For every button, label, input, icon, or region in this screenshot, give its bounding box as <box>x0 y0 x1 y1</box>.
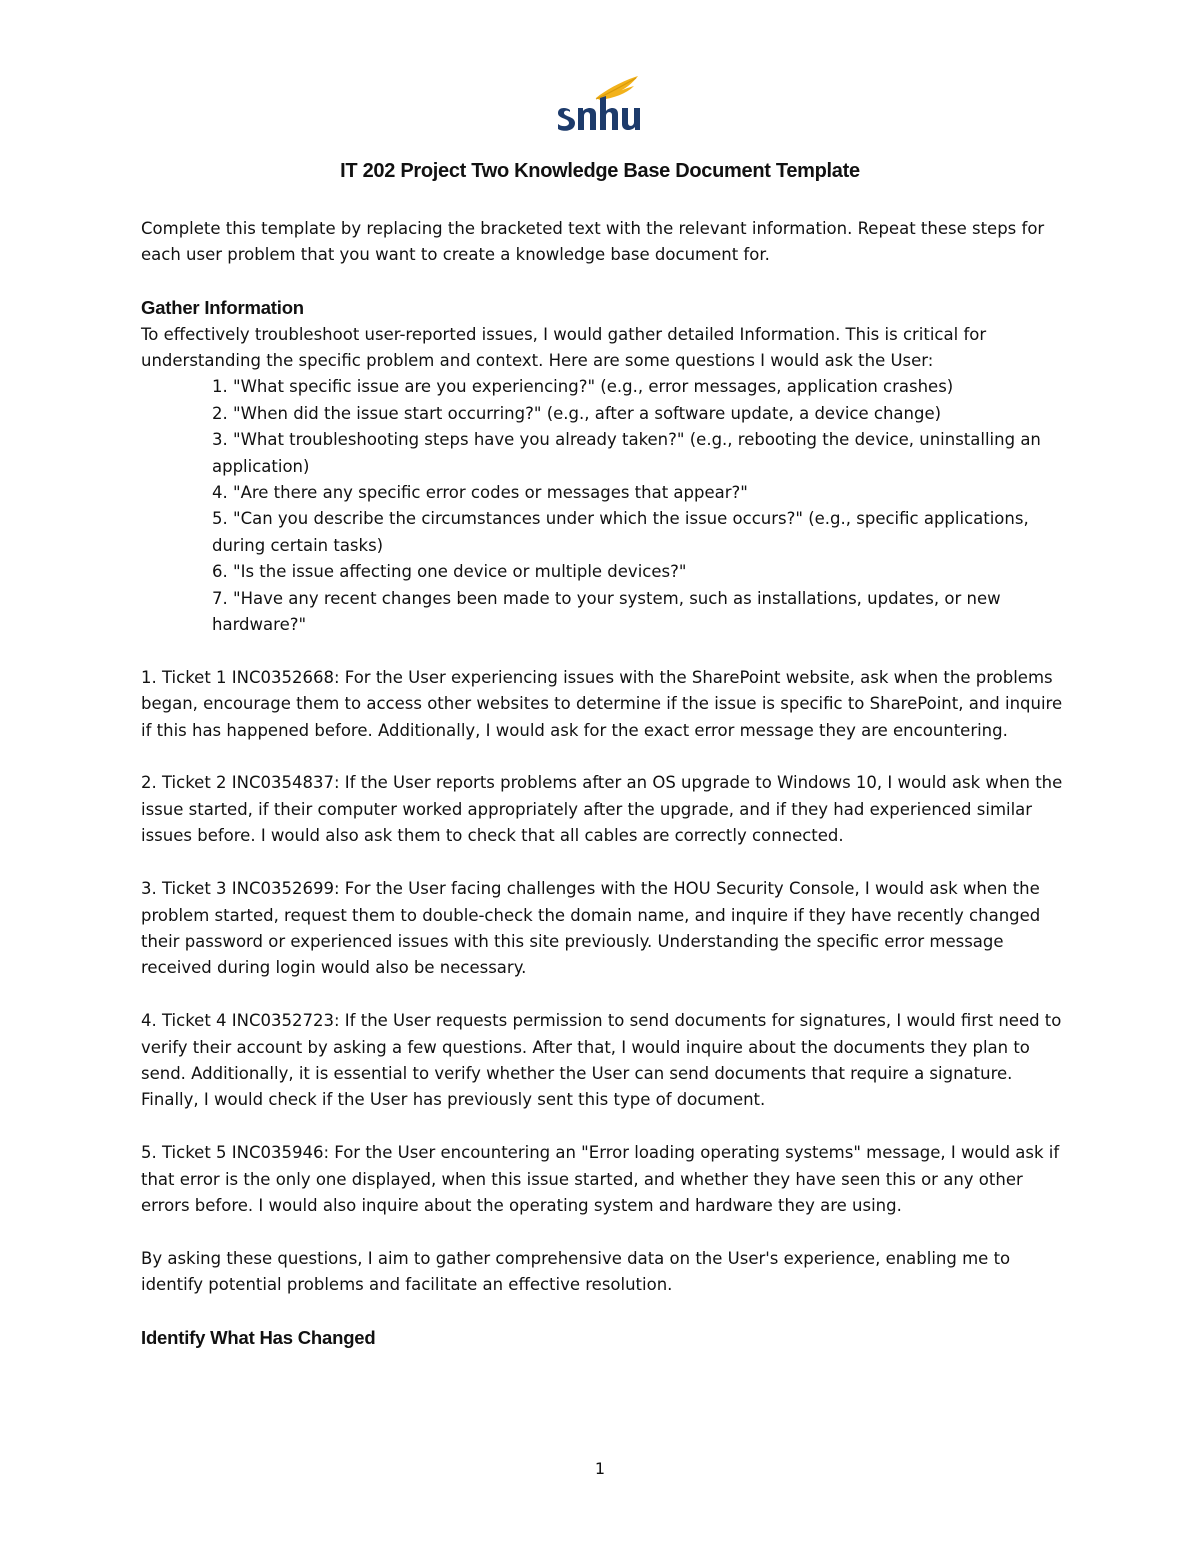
snhu-logo-graphic <box>556 74 646 136</box>
document-body <box>141 216 1071 1351</box>
identify-changes-heading: Identify What Has Changed <box>141 1326 376 1348</box>
ticket-paragraph: 3. Ticket 3 INC0352699: For the User facing challenges with the HOU Security Console, I would ask when the problem started, request them to double-check the domain name, and inquire if they have recently changed their password or experienced issues with this site previously. Understanding the specific error message received during login would also be necessary. <box>141 879 1041 978</box>
question-item: 5. "Can you describe the circumstances under which the issue occurs?" (e.g., specific applications, during certain tasks) <box>212 509 1029 555</box>
question-item: 1. "What specific issue are you experiencing?" (e.g., error messages, application crashes) <box>212 377 954 397</box>
question-item: 7. "Have any recent changes been made to your system, such as installations, updates, or new hardware?" <box>212 588 1001 635</box>
question-item: 3. "What troubleshooting steps have you already taken?" (e.g., rebooting the device, uninstalling an application) <box>212 430 1041 476</box>
ticket-paragraph: 1. Ticket 1 INC0352668: For the User experiencing issues with the SharePoint website, ask when the problems began, encourage them to access other websites to determine if the issue is specific to SharePoint, and inquire if this has happened before. Additionally, I would ask for the exact error message they are encountering. <box>141 667 1063 740</box>
ticket-paragraph: 2. Ticket 2 INC0354837: If the User reports problems after an OS upgrade to Windows 10, I would ask when the issue started, if their computer worked appropriately after the upgrade, and if they had experienced similar issues before. I would also ask them to check that all cables are correctly connected. <box>141 773 1063 846</box>
page-title: IT 202 Project Two Knowledge Base Document Template <box>340 160 860 182</box>
gather-lead-paragraph: To effectively troubleshoot user-reported issues, I would gather detailed Information. This is critical for understanding the specific problem and context. Here are some questions I would ask the User: <box>141 324 987 371</box>
question-item: 4. "Are there any specific error codes or messages that appear?" <box>212 483 748 503</box>
ticket-paragraph: 4. Ticket 4 INC0352723: If the User requests permission to send documents for signatures, I would first need to verify their account by asking a few questions. After that, I would inquire about the documents they plan to send. Additionally, it is essential to verify whether the User can send documents that require a signature. Finally, I would check if the User has previously sent this type of document. <box>141 1011 1062 1110</box>
ticket-paragraph: 5. Ticket 5 INC035946: For the User encountering an "Error loading operating systems" message, I would ask if that error is the only one displayed, when this issue started, and whether they have seen this or any other errors before. I would also inquire about the operating system and hardware they are using. <box>141 1143 1060 1215</box>
question-item: 6. "Is the issue affecting one device or multiple devices?" <box>212 562 687 582</box>
snhu-logo <box>556 74 646 136</box>
snhu-wordmark <box>558 96 640 131</box>
intro-paragraph: Complete this template by replacing the bracketed text with the relevant information. Repeat these steps for each user problem that you want to create a knowledge base document for. <box>141 219 1045 265</box>
page-number: 1 <box>594 1459 606 1478</box>
question-list <box>141 374 1071 638</box>
closing-paragraph: By asking these questions, I aim to gather comprehensive data on the User's experience, enabling me to identify potential problems and facilitate an effective resolution. <box>141 1248 1011 1295</box>
quill-icon <box>596 76 638 100</box>
gather-information-heading: Gather Information <box>141 297 304 319</box>
question-item: 2. "When did the issue start occurring?" (e.g., after a software update, a device change) <box>212 403 942 423</box>
